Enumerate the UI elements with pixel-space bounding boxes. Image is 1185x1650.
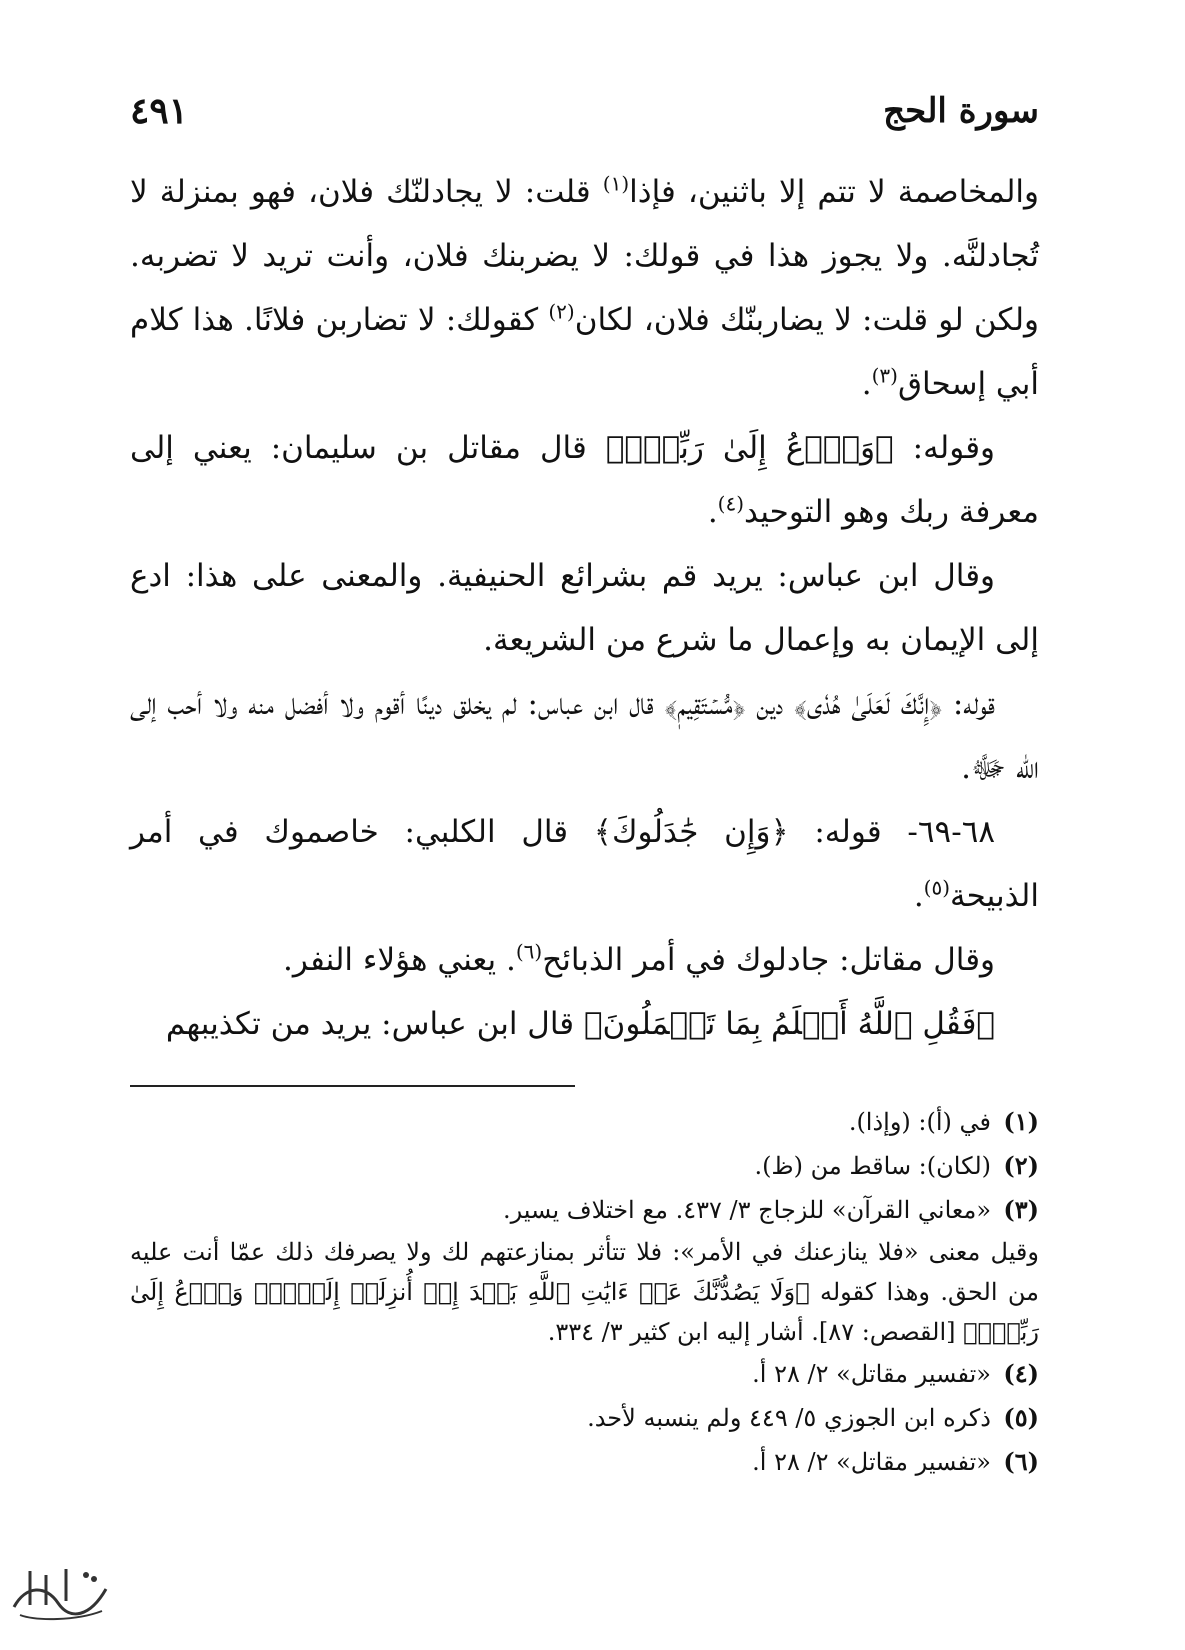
surah-title: سورة الحج [883,91,1039,131]
paragraph-1-text-a: والمخاصمة لا تتم إلا باثنين، فإذا [629,174,1039,210]
footnote-item [130,1440,1039,1484]
footnote-item [130,1188,1039,1232]
paragraph-1-text-d: . [861,366,872,402]
footnote-item [130,1352,1039,1396]
footnote-separator [130,1085,575,1087]
footnote-number: (٣) [1003,1195,1039,1224]
footnote-ref-4: (٤) [717,491,745,516]
footnote-item [130,1144,1039,1188]
footnote-ref-6: (٦) [515,939,543,964]
paragraph-2-text-b: . [707,494,718,530]
paragraph-5-text-b: . [913,878,924,914]
paragraph-1-text-c: كقولك: لا تضاربن فلانًا. هذا كلام أبي إسحاق [130,302,1039,402]
paragraph-1 [130,160,1039,416]
paragraph-2 [130,416,1039,544]
watermark-flourish [14,1589,106,1614]
footnote-number: (٦) [1003,1447,1039,1476]
paragraph-3: وقال ابن عباس: يريد قم بشرائع الحنيفية. والمعنى على هذا: ادع إلى الإيمان به وإعمال ما شرع من الشريعة. [130,558,1039,658]
footnote-number: (٥) [1003,1403,1039,1432]
footnote-ref-3: (٣) [871,363,898,388]
footnotes [130,1100,1039,1484]
watermark-dot [91,1576,97,1582]
footnote-text: «تفسير مقاتل» ٢/ ٢٨ أ. [752,1448,991,1476]
footnote-text: في (أ): (وإذا). [848,1108,991,1136]
footnote-text: «معاني القرآن» للزجاج ٣/ ٤٣٧. مع اختلاف يسير. [502,1196,991,1224]
main-text [130,160,1039,1056]
watermark-logo [6,1555,114,1627]
footnote-number: (٤) [1003,1359,1039,1388]
watermark-dot [83,1572,89,1578]
footnote-ref-1: (١) [602,171,630,196]
paragraph-1-text-b: قلت: لا يجادلنّك فلان، فهو بمنزلة لا تُجادلنَّه. ولا يجوز هذا في قولك: لا يضربنك فلان، وأنت تريد لا تضربه. ولكن لو قلت: لا يضاربنّك فلان، لكان [130,174,1039,338]
paragraph-5 [130,800,1039,928]
footnote-text: «تفسير مقاتل» ٢/ ٢٨ أ. [752,1360,991,1388]
footnote-number: (٢) [1003,1151,1039,1180]
paragraph-4: قوله: ﴿إِنَّكَ لَعَلَىٰ هُدٗى﴾ دين ﴿مُّسۡتَقِيمٖ﴾ قال ابن عباس: لم يخلق دينًا أقوم ولا أفضل منه ولا أحب إلى الله ﷻ. [130,686,1039,786]
footnote-text: ذكره ابن الجوزي ٥/ ٤٤٩ ولم ينسبه لأحد. [587,1404,991,1432]
paragraph-6 [130,928,1039,992]
paragraph-7: ﴿فَقُلِ ٱللَّهُ أَعۡلَمُ بِمَا تَعۡمَلُونَ﴾ قال ابن عباس: يريد من تكذيبهم [165,1006,995,1042]
footnote-text: (لكان): ساقط من (ظ). [754,1152,991,1180]
footnote-ref-5: (٥) [923,875,951,900]
watermark-stem [30,1569,66,1605]
footnote-item [130,1396,1039,1440]
paragraph-6-text-b: . يعني هؤلاء النفر. [282,942,516,978]
footnote-3-continuation: وقيل معنى «فلا ينازعنك في الأمر»: فلا تتأثر بمنازعتهم لك ولا يصرفك ذلك عمّا أنت عليه من الحق. وهذا كقوله ﴿وَلَا يَصُدُّنَّكَ عَنۡ ءَايَٰتِ ٱللَّهِ بَعۡدَ إِذۡ أُنزِلَتۡ إِلَيۡكَۖ وَٱدۡعُ إِلَىٰ رَبِّكَۖ﴾ [القصص: ٨٧]. أشار إليه ابن كثير ٣/ ٣٣٤. [130,1238,1039,1346]
footnote-item [130,1100,1039,1144]
paragraph-5-text-a: ٦٨-٦٩- قوله: ﴿وَإِن جَٰدَلُوكَ﴾ قال الكلبي: خاصموك في أمر الذبيحة [130,814,1039,914]
watermark-stroke [20,1611,102,1619]
footnote-number: (١) [1003,1107,1039,1136]
paragraph-6-text-a: وقال مقاتل: جادلوك في أمر الذبائح [542,942,995,978]
footnote-ref-2: (٢) [548,299,575,324]
page-header [130,86,1039,136]
paragraph-2-text-a: وقوله: ﴿وَٱدۡعُ إِلَىٰ رَبِّكَۖ﴾ قال مقاتل بن سليمان: يعني إلى معرفة ربك وهو التوحيد [130,430,1039,530]
page-number: ٤٩١ [130,90,189,132]
